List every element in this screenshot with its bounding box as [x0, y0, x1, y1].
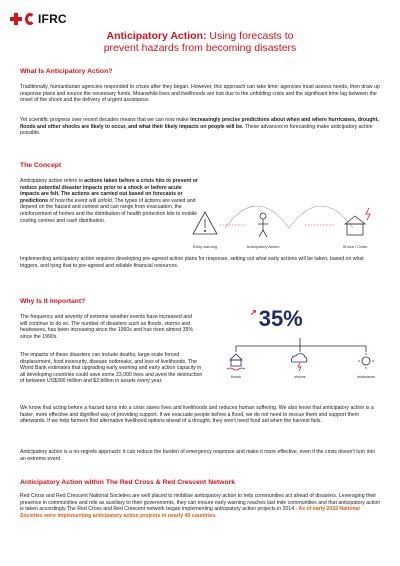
why-paragraph-4: Anticipatory action is a no-regrets approach: it can reduce the burden of emergency response and make it more effective, even if the crisis doesn't turn into an extreme event.	[20, 449, 375, 462]
why-paragraph-2: The impacts of these disasters can include deaths, large-scale forced displacement, food insecurity, disease outbreaks, and loss of livelihoods. The World Bank estimates that upgrading early warning and early action capacity in all developing countries could save some 23,000 lives and avert the destruction of between US$300 million and $2 billion in assets every year.	[20, 352, 203, 385]
section-heading-within: Anticipatory Action within The Red Cross & Red Crescent Network	[20, 479, 236, 486]
early-warning-icon	[193, 212, 217, 234]
icon-label-floods: floods	[230, 375, 242, 379]
section-heading-what: What Is Anticipatory Action?	[20, 68, 113, 75]
why-paragraph-1: The frequency and severity of extreme weather events have increased and will continue to do so. The number of disasters such as floods, storms and heatwaves, has been increasing since the 1960s and has risen almost 35% since the 1990s.	[20, 314, 194, 340]
up-arrow-icon: ↗	[250, 308, 257, 317]
storm-icon	[291, 354, 307, 371]
concept-paragraph-2: Implementing anticipatory action requires developing pre-agreed action plans for response, setting out what early actions will be taken, based on what triggers, and tying that to pre-agreed and reliable financial resources.	[20, 256, 364, 269]
concept-p1-a: Anticipatory action refers to	[20, 178, 85, 184]
concept-paragraph-1	[20, 178, 200, 224]
diagram-label-shock-crisis: Shock / Crisis	[342, 244, 368, 249]
diagram-arc-2	[289, 206, 353, 228]
why-paragraph-3: We know that acting before a hazard turns into a crisis saves lives and livelihoods and reduces human suffering. We also know that anticipatory action is a faster, more effective and dignified way of providing support. If we evacuate people before a flood, we do not need to rescue them and support them afterwards. If we help farmers find alternative livelihood options ahead of a drought, they won't need food aid when the harvest fails.	[20, 405, 374, 425]
what-p2-b: increasingly precise predictions about when and where hurricanes, drought, floods and other shocks are likely to occur, and what their likely impacts on people will be.	[20, 117, 379, 130]
icon-label-heatwaves: heatwaves	[356, 375, 376, 379]
title-line2: prevent hazards from becoming disasters	[103, 42, 297, 54]
within-p1-a: Red Cross and Red Crescent National Societies are well placed to mobilise anticipatory action to help communities act ahead of disasters. Leveraging their presence in communities and role as auxiliary to their governments, they can ensure early warning reaches last mile communities and that anticipatory action is taken accordingly The Red Cross and Red Crescent network began implementing anticipatory action projects in 2014..	[20, 493, 381, 513]
what-paragraph-2	[20, 117, 382, 137]
concept-p1-b: actions taken before a crisis hits to prevent or reduce potential disaster impacts prior to a shock or before acute impacts are felt. The actions are carried out based on forecasts or predictions	[20, 178, 198, 204]
within-p1-highlight: As of early 2022 National Societies were implementing anticipatory action projects in nearly 40 countries.	[20, 506, 360, 519]
what-p2-a: Yet scientific progress over recent decades means that we can now make	[20, 117, 191, 123]
logo-text: IFRC	[38, 12, 67, 26]
icon-label-storms: storms	[294, 375, 306, 379]
red-crescent-icon	[25, 13, 35, 25]
page-title	[0, 30, 400, 54]
diagram-label-anticipatory-action: Anticipatory Action	[246, 244, 280, 249]
storm-house-icon	[345, 208, 370, 235]
ifrc-logo	[10, 12, 67, 26]
section-heading-concept: The Concept	[20, 162, 62, 169]
what-paragraph-1: Traditionally, humanitarian agencies responded to crises after they began. However, this approach can take time: agencies must assess needs, then draw up response plans and source the necessary funds. Meanwhile lives and livelihoods are lost due to the unfolding crisis and the significant time lag between the onset of the shock and the delivery of urgent assistance.	[20, 84, 380, 104]
disaster-icons-diagram	[222, 338, 387, 383]
red-cross-icon	[10, 13, 22, 25]
stat-35-percent	[250, 306, 303, 332]
title-bold: Anticipatory Action:	[106, 30, 207, 42]
anticipatory-action-icon	[258, 213, 268, 237]
stat-value: 35%	[258, 306, 303, 331]
concept-diagram	[185, 180, 385, 260]
what-p2-c: These advances in forecasting make anticipatory action possible.	[20, 123, 373, 137]
title-rest: Using forecasts to	[206, 30, 294, 42]
flood-icon	[227, 354, 245, 370]
heatwave-icon	[358, 353, 374, 369]
concept-p1-c: of how the event will unfold. The types of actions are varied and depend on the hazard and context and can range from evacuation, the reinforcement of homes and the distribution of health protection kits to mobile cooling centres and cash distribution.	[20, 197, 198, 224]
within-paragraph-1	[20, 493, 382, 519]
diagram-label-early-warning: Early warning	[192, 244, 218, 249]
section-heading-why: Why Is It Important?	[20, 298, 86, 305]
diagram-arc-1	[225, 206, 289, 228]
